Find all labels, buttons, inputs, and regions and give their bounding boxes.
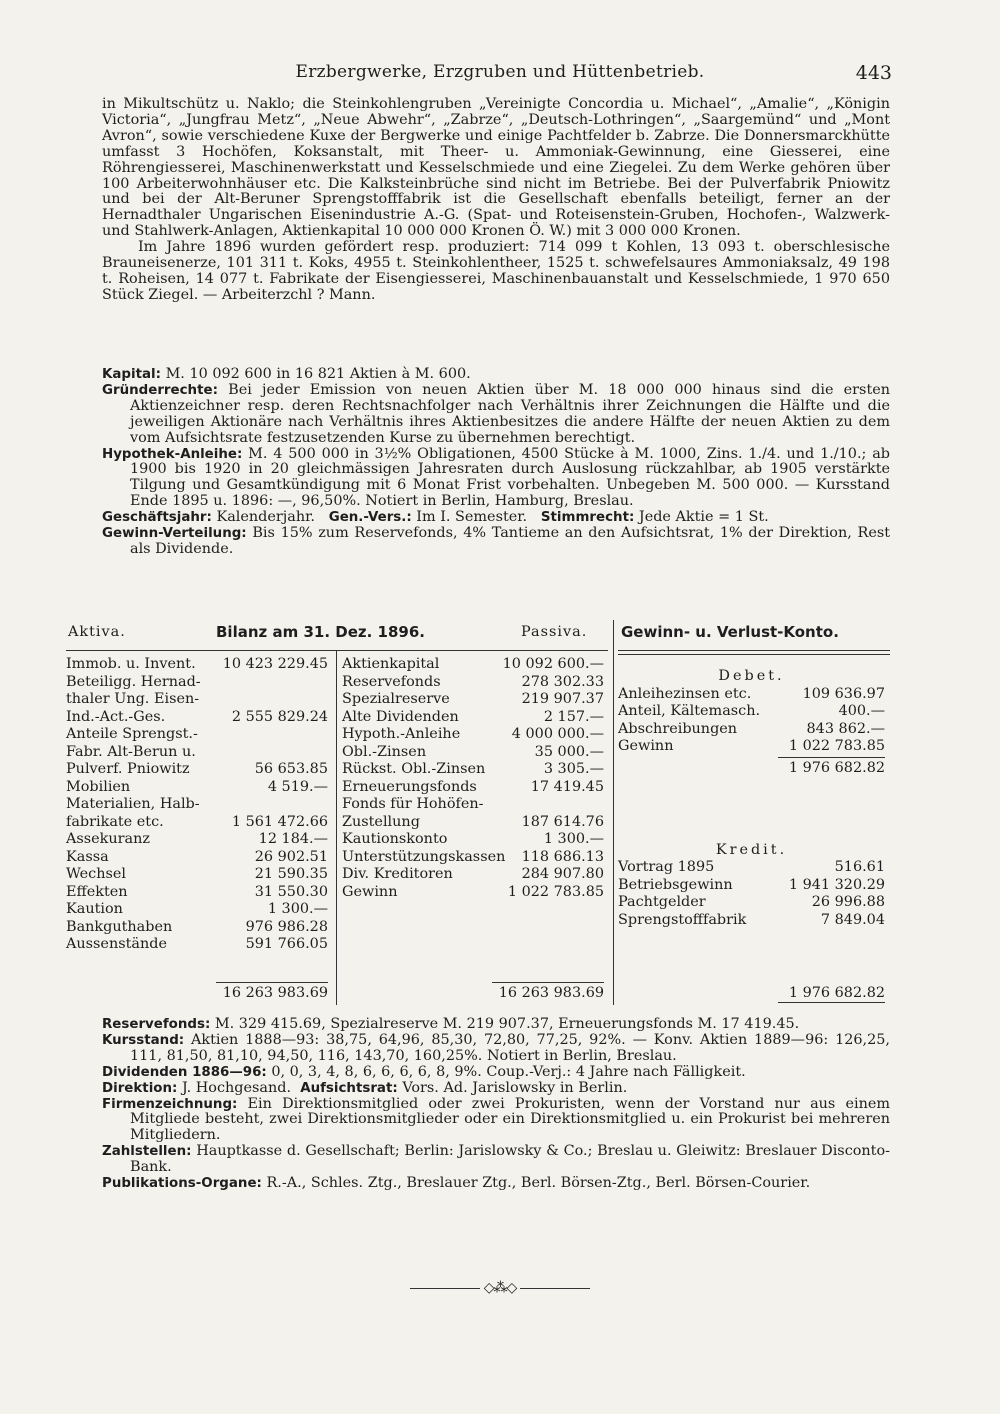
aktiva-total-row [66,983,328,1003]
stimmrecht-text: Jede Aktie = 1 St. [638,509,769,526]
publikation-label: Publikations-Organe: [102,1176,262,1192]
aktiva-row-name: Ind.-Act.-Ges. [66,708,166,725]
aktiva-row [66,901,328,919]
passiva-row [342,866,604,884]
geschaeftsjahr-entry [102,510,890,526]
hypothek-text: M. 4 500 000 in 3½% Obligationen, 4500 Stücke à M. 1000, Zins. 1./4. und 1./10.; ab 1900 bis 1920 in 20 gleichmässigen Jahresraten durch Auslosung rückzahlbar, ab 1905 verstärkte Tilgung und Gesamtkündigung mit 6 Monat Frist vorbehalten. Unbegeben M. 500 000. — Kursstand Ende 1895 u. 1896: —, 96,50%. Notiert in Berlin, Hamburg, Breslau. [130,445,890,510]
aktiva-row-name: Beteiligg. Hernad- [66,673,201,690]
aktiva-row-value: 1 561 472.66 [231,813,328,830]
firma-entry [102,1097,890,1145]
hypothek-label: Hypothek-Anleihe: [102,446,243,462]
aktiva-row-name: Kaution [66,901,123,917]
debet-total-row [618,758,885,778]
aktiva-row-value: 10 423 229.45 [222,656,328,672]
passiva-row-value: 284 907.80 [521,866,604,882]
debet-row-value: 109 636.97 [802,685,885,702]
kredit-row [618,894,885,912]
aktiva-row-name: Kassa [66,848,109,865]
passiva-label: Passiva. [521,624,588,640]
header-rule [66,650,608,651]
passiva-row-value: 219 907.37 [521,691,604,707]
kredit-row-name: Betriebsgewinn [618,876,733,893]
passiva-row-name: Unterstützungskassen [342,848,506,865]
genvers-label: Gen.-Vers.: [328,510,412,526]
passiva-row-value: 278 302.33 [521,673,604,690]
gv-header-rule-2 [618,654,890,655]
aktiva-row-name: Bankguthaben [66,918,173,935]
aktiva-total: 16 263 983.69 [222,985,328,1001]
aktiva-row [66,849,328,867]
debet-row-value: 400.— [838,703,885,719]
gruender-label: Gründerrechte: [102,382,218,398]
ornament-glyph: ◇⁂◇ [483,1280,517,1296]
direktion-label: Direktion: [102,1080,178,1096]
aktiva-row-value: 2 555 829.24 [231,708,328,725]
aktiva-row [66,936,328,954]
passiva-row [342,884,604,902]
passiva-row [342,691,604,709]
passiva-row [342,831,604,849]
aktiva-row-name: thaler Ung. Eisen- [66,691,200,707]
aktiva-row-value: 56 653.85 [254,761,328,777]
kurs-text: Aktien 1888—93: 38,75, 64,96, 85,30, 72,80, 77,25, 92%. — Konv. Aktien 1889—96: 126,25, 111, 81,50, 81,10, 94,50, 116, 143,70, 160,25%. Notiert in Berlin, Breslau. [130,1031,890,1064]
aktiva-row-value: 1 300.— [267,901,328,917]
passiva-row-name: Erneuerungsfonds [342,778,477,795]
aktiva-row-name: Anteile Sprengst.- [66,726,198,742]
passiva-row-name: Gewinn [342,883,398,900]
zahlstellen-entry [102,1144,890,1176]
passiva-row [342,796,604,814]
aktiva-row-value: 976 986.28 [245,918,328,935]
aktiva-row [66,761,328,779]
direktion-text: J. Hochgesand. [181,1079,292,1096]
stimmrecht-label: Stimmrecht: [540,510,635,526]
aktiva-row-name: Aussenstände [66,936,167,952]
passiva-row-value: 3 305.— [543,761,604,777]
geschaeftsjahr-text: Kalenderjahr. [216,509,315,526]
gewinn-label: Gewinn-Verteilung: [102,526,247,542]
kredit-label: Kredit. [715,841,788,858]
aktiva-row [66,726,328,744]
passiva-row [342,814,604,832]
passiva-row [342,779,604,797]
kredit-rows [618,859,885,929]
aktiva-row-value: 12 184.— [258,831,328,847]
aktiva-row [66,814,328,832]
aktiva-passiva-divider [336,650,337,1005]
kredit-row-name: Vortrag 1895 [618,859,715,875]
aktiva-row-name: fabrikate etc. [66,813,164,830]
kredit-row-value: 516.61 [834,859,885,875]
kredit-row [618,877,885,895]
aufsichtsrat-label: Aufsichtsrat: [300,1080,398,1096]
aktiva-row-value: 21 590.35 [254,866,328,882]
passiva-row-name: Kautionskonto [342,831,448,847]
aufsichtsrat-text: Vors. Ad. Jarislowsky in Berlin. [402,1079,628,1096]
zahlstellen-label: Zahlstellen: [102,1144,192,1160]
passiva-row-value: 17 419.45 [530,778,604,795]
aktiva-column [66,656,328,954]
balance-header [66,620,890,650]
balance-sheet [66,620,890,1001]
company-details [102,1017,890,1192]
aktiva-row-value: 31 550.30 [254,883,328,900]
passiva-total: 16 263 983.69 [498,985,604,1001]
direktion-entry [102,1081,890,1097]
kapital-text: M. 10 092 600 in 16 821 Aktien à M. 600. [165,366,471,382]
debet-row [618,703,885,721]
ornament-divider [0,1280,1000,1296]
passiva-row [342,709,604,727]
passiva-row-name: Div. Kreditoren [342,866,453,882]
passiva-row-value: 2 157.— [543,708,604,725]
kapital-label: Kapital: [102,367,161,382]
dividenden-entry [102,1065,890,1081]
kredit-row [618,912,885,930]
kredit-total-row [618,983,885,1003]
gewinn-entry [102,526,890,558]
passiva-row-name: Fonds für Hohöfen- [342,796,484,812]
ornament-line-left [410,1288,480,1289]
aktiva-row-name: Fabr. Alt-Berun u. [66,743,196,760]
passiva-column [342,656,604,901]
aktiva-row-name: Pulverf. Pniowitz [66,761,190,777]
gruender-text: Bei jeder Emission von neuen Aktien über M. 18 000 000 hinaus sind die ersten Aktienzeichner resp. deren Rechtsnachfolger nach Verhältnis ihrer Zeichnungen die Hälfte und die jeweiligen Aktionäre nach Verhältnis ihres Aktienbesitzes die andere Hälfte der neuen Aktien zu dem vom Aufsichtsrate festzusetzenden Kurse zu übernehmen berechtigt. [130,381,891,446]
publikation-entry [102,1176,890,1192]
debet-row-value: 843 862.— [806,720,885,737]
aktiva-row-name: Wechsel [66,866,126,882]
aktiva-row [66,866,328,884]
aktiva-row-name: Assekuranz [66,831,150,847]
aktiva-row [66,691,328,709]
zahlstellen-text: Hauptkasse d. Gesellschaft; Berlin: Jarislowsky & Co.; Breslau u. Gleiwitz: Breslauer Disconto-Bank. [130,1143,890,1176]
running-title: Erzbergwerke, Erzgruben und Hüttenbetrieb. [295,62,705,82]
passiva-row-name: Aktienkapital [342,656,440,672]
aktiva-row [66,779,328,797]
passiva-row-value: 1 022 783.85 [507,883,604,900]
debet-label: Debet. [718,668,785,684]
kredit-row [618,859,885,877]
aktiva-row [66,919,328,937]
debet-row-value: 1 022 783.85 [788,738,885,754]
kurs-label: Kursstand: [102,1032,185,1048]
debet-row-name: Anteil, Kältemasch. [618,703,761,719]
aktiva-label: Aktiva. [68,624,126,640]
kredit-row-value: 7 849.04 [820,911,885,928]
production-paragraph: Im Jahre 1896 wurden gefördert resp. produziert: 714 099 t Kohlen, 13 093 t. oberschlesische Brauneisenerze, 101 311 t. Koks, 4955 t. Steinkohlentheer, 1525 t. schwefelsaures Ammoniaksalz, 49 198 t. Roheisen, 14 077 t. Fabrikate der Eisengiesserei, Maschinenbauanstalt und Kesselschmiede, 1 970 650 Stück Ziegel. — Arbeiterzchl ? Mann. [102,239,890,303]
kredit-total: 1 976 682.82 [788,985,885,1001]
reserve-label: Reservefonds: [102,1017,211,1032]
ornament-line-right [520,1288,590,1289]
passiva-row-value: 10 092 600.— [502,656,604,672]
passiva-row [342,726,604,744]
passiva-row-name: Rückst. Obl.-Zinsen [342,761,486,777]
passiva-row-value: 118 686.13 [521,848,604,865]
kurs-entry [102,1033,890,1065]
kredit-row-value: 26 996.88 [811,894,885,910]
gruender-entry [102,383,890,447]
page-number: 443 [855,62,892,84]
kredit-row-value: 1 941 320.29 [788,876,885,893]
aktiva-row [66,744,328,762]
kapital-entry [102,367,890,383]
firma-text: Ein Direktionsmitglied oder zwei Prokuristen, wenn der Vorstand nur aus einem Mitgliede besteht, zwei Direktionsmitglieder oder ein Direktionsmitglied u. ein Prokurist bei mehreren Mitgliedern. [130,1095,890,1144]
reserve-entry [102,1017,890,1033]
dividenden-label: Dividenden 1886—96: [102,1064,267,1080]
reserve-text: M. 329 415.69, Spezialreserve M. 219 907.37, Erneuerungsfonds M. 17 419.45. [214,1016,800,1032]
passiva-row-value: 4 000 000.— [511,726,604,742]
gv-header-rule [618,650,890,651]
financial-info [102,367,890,558]
passiva-total-row [342,983,604,1003]
kredit-row-name: Sprengstofffabrik [618,911,747,928]
debet-row-name: Abschreibungen [618,720,738,737]
passiva-row-value: 35 000.— [534,743,604,760]
aktiva-row-name: Mobilien [66,778,131,795]
company-description [102,97,890,304]
aktiva-row [66,656,328,674]
aktiva-row [66,884,328,902]
passiva-row [342,674,604,692]
passiva-row-name: Reservefonds [342,673,441,690]
aktiva-row-value: 4 519.— [267,778,328,795]
passiva-row [342,849,604,867]
passiva-row-name: Alte Dividenden [342,708,459,725]
passiva-row-value: 1 300.— [543,831,604,847]
aktiva-row [66,796,328,814]
kredit-row-name: Pachtgelder [618,894,706,910]
firma-label: Firmenzeichnung: [102,1096,238,1112]
debet-row [618,721,885,739]
aktiva-row-name: Materialien, Halb- [66,796,200,812]
aktiva-row-value: 591 766.05 [245,936,328,952]
debet-total: 1 976 682.82 [788,759,885,776]
passiva-row-name: Spezialreserve [342,691,450,707]
aktiva-row [66,674,328,692]
passiva-row [342,761,604,779]
aktiva-row [66,831,328,849]
debet-rows [618,686,885,756]
debet-row-name: Anleihezinsen etc. [618,685,752,702]
geschaeftsjahr-label: Geschäftsjahr: [102,510,212,526]
debet-row [618,686,885,704]
bilanz-title: Bilanz am 31. Dez. 1896. [216,623,425,641]
dividenden-text: 0, 0, 3, 4, 8, 6, 6, 6, 6, 8, 9%. Coup.-Verj.: 4 Jahre nach Fälligkeit. [271,1063,746,1080]
passiva-row-name: Hypoth.-Anleihe [342,726,461,742]
debet-row [618,738,885,756]
gewinn-text: Bis 15% zum Reservefonds, 4% Tantieme an den Aufsichtsrat, 1% der Direktion, Rest als Dividende. [130,525,890,557]
aktiva-row-name: Effekten [66,883,128,900]
aktiva-row [66,709,328,727]
genvers-text: Im I. Semester. [416,509,528,526]
publikation-text: R.-A., Schles. Ztg., Breslauer Ztg., Berl. Börsen-Ztg., Berl. Börsen-Courier. [266,1175,811,1192]
passiva-row-value: 187 614.76 [521,813,604,830]
gv-title: Gewinn- u. Verlust-Konto. [621,623,839,641]
passiva-row-name: Obl.-Zinsen [342,743,427,760]
aktiva-row-value: 26 902.51 [254,848,328,865]
aktiva-row-name: Immob. u. Invent. [66,656,196,672]
description-paragraph: in Mikultschütz u. Naklo; die Steinkohlengruben „Vereinigte Concordia u. Michael“, „Amalie“, „Königin Victoria“, „Jungfrau Metz“, „Neue Abwehr“, „Zabrze“, „Deutsch-Lothringen“, „Saargemünd“ und „Mont Avron“, sowie verschiedene Kuxe der Bergwerke und einige Pachtfelder b. Zabrze. Die Donnersmarckhütte umfasst 3 Hochöfen, Koksanstalt, mit Theer- u. Ammoniak-Gewinnung, eine Giesserei, eine Röhrengiesserei, Maschinenwerkstatt und Kesselschmiede und eine Ziegelei. Zu dem Werke gehören über 100 Arbeiterwohnhäuser etc. Die Kalksteinbrüche sind nicht im Betriebe. Bei der Pulverfabrik Pniowitz und bei der Alt-Beruner Sprengstofffabrik ist die Gesellschaft ebenfalls beteiligt, ferner an der Hernadthaler Ungarischen Eisenindustrie A.-G. (Spat- und Roteisenstein-Gruben, Hochofen-, Walzwerk- und Stahlwerk-Anlagen, Aktienkapital 10 000 000 Kronen Ö. W.) mit 3 000 000 Kronen. [102,96,890,240]
passiva-row [342,656,604,674]
debet-row-name: Gewinn [618,738,674,754]
hypothek-entry [102,447,890,511]
bilanz-gv-divider [613,620,614,1005]
passiva-row [342,744,604,762]
gv-column [618,668,885,929]
passiva-row-name: Zustellung [342,813,420,830]
